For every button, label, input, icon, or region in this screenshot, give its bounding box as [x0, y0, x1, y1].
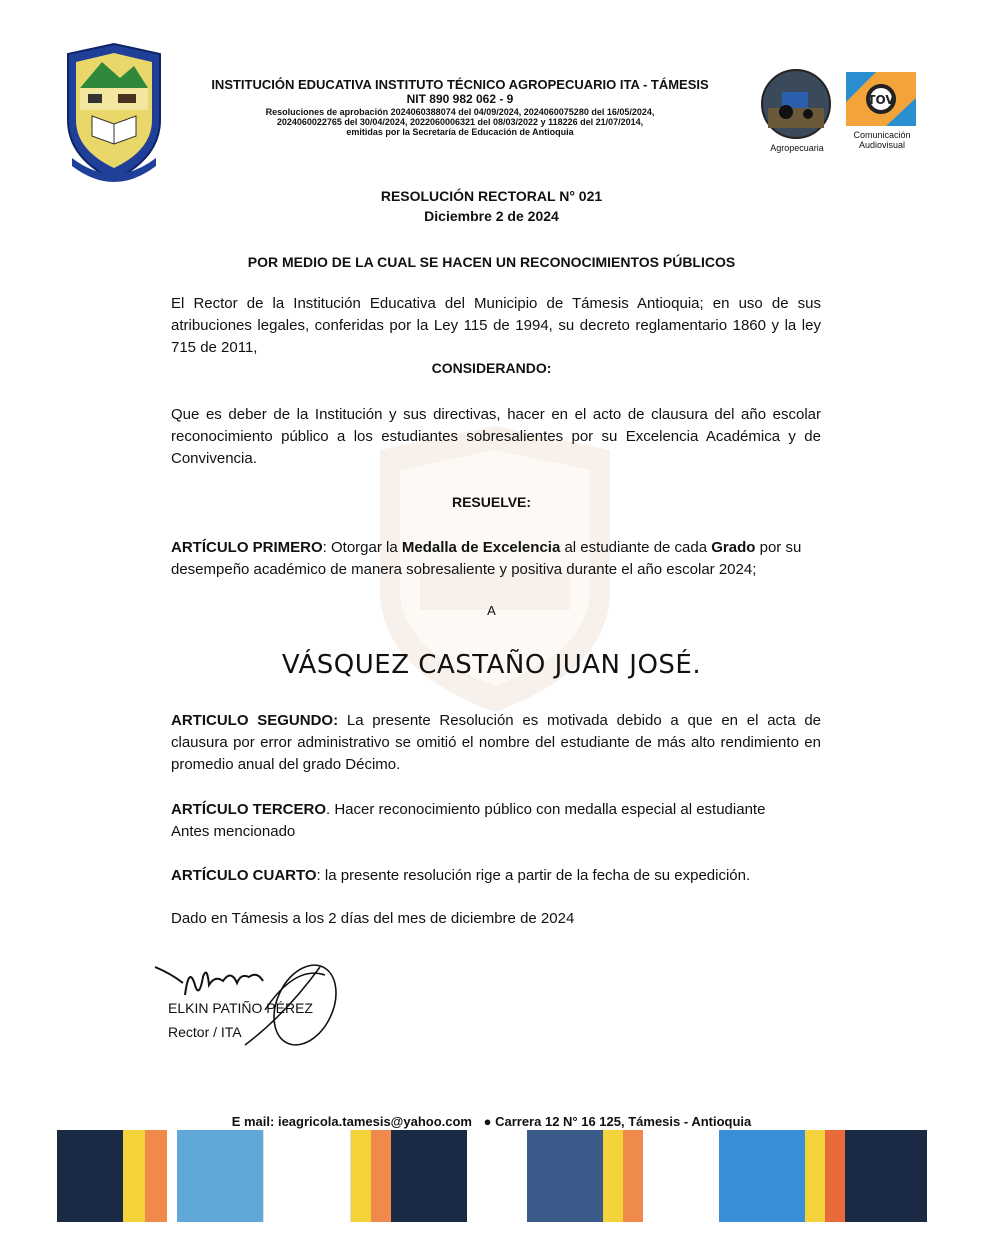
article-second: [171, 710, 821, 776]
article-fourth: [171, 865, 821, 887]
issued-date-line: Dado en Támesis a los 2 días del mes de diciembre de 2024: [171, 910, 575, 927]
swirl-pattern-tile: [263, 1130, 351, 1222]
roots-pattern-tile: [845, 1130, 927, 1222]
considerando-heading: CONSIDERANDO:: [431, 360, 552, 376]
signer-name: ELKIN PATIÑO PÉREZ: [168, 1000, 313, 1016]
student-name: VÁSQUEZ CASTAÑO JUAN JOSÉ.: [281, 650, 702, 680]
institution-nit: NIT 890 982 062 - 9: [406, 91, 514, 106]
resuelve-heading: RESUELVE:: [451, 494, 532, 510]
footer-contact: [0, 1114, 983, 1129]
article-fourth-label: ARTÍCULO CUARTO: [171, 867, 317, 884]
resolutions-line: Resoluciones de aprobación 2024060388074 del 04/09/2024, 2024060075280 del 16/05/2024,: [265, 106, 655, 117]
tractor-tile: [719, 1130, 805, 1222]
signer-role: Rector / ITA: [168, 1024, 242, 1040]
spacer: [467, 1130, 527, 1222]
article-first: [171, 537, 821, 581]
article-first-label: ARTÍCULO PRIMERO: [171, 539, 323, 556]
color-stripe: [167, 1130, 177, 1222]
color-stripe: [805, 1130, 825, 1222]
resolution-subject: POR MEDIO DE LA CUAL SE HACEN UN RECONOCIMIENTOS PÚBLICOS: [247, 254, 736, 270]
audiovisual-label-line: Comunicación: [853, 130, 911, 140]
geometric-logo-tile: [177, 1130, 263, 1222]
intro-paragraph: El Rector de la Institución Educativa del Municipio de Támesis Antioquia; en uso de sus atribuciones legales, conferidas por la Ley 115 de 1994, su decreto reglamentario 1860 y la ley 715 de 2011,: [171, 295, 821, 356]
audiovisual-label-line: Audiovisual: [858, 140, 906, 151]
article-third-text: . Hacer reconocimiento público con medalla especial al estudiante Antes mencionado: [171, 801, 766, 840]
footer-decorative-band: [57, 1130, 927, 1222]
article-second-label: ARTICULO SEGUNDO:: [171, 712, 339, 729]
audiovisual-logo: [846, 72, 916, 126]
institution-name: INSTITUCIÓN EDUCATIVA INSTITUTO TÉCNICO AGROPECUARIO ITA - TÁMESIS: [211, 77, 709, 92]
article-third-label: ARTÍCULO TERCERO: [171, 801, 326, 818]
agropecuaria-logo: [760, 68, 832, 140]
considerando-paragraph: Que es deber de la Institución y sus directivas, hacer en el acto de clausura del año escolar reconocimiento público a los estudiantes sobresalientes por su Excelencia Académica y de Convivencia.: [171, 406, 821, 467]
article-fourth-text: : la presente resolución rige a partir de la fecha de su expedición.: [316, 867, 751, 884]
resolution-title: RESOLUCIÓN RECTORAL N° 021: [380, 188, 603, 204]
globe-science-tile: [391, 1130, 467, 1222]
agropecuaria-label: Agropecuaria: [770, 143, 824, 153]
color-stripe: [123, 1130, 145, 1222]
grade-word: Grado: [711, 539, 756, 556]
color-stripe: [623, 1130, 643, 1222]
institution-crest-logo: [62, 40, 166, 186]
article-second-text: La presente Resolución es motivada debido a que en el acta de clausura por error administrativo se omitió el nombre del estudiante de más alto rendimiento en promedio anual del grado Décimo.: [171, 712, 821, 773]
resolutions-line: emitidas por la Secretaría de Educación de Antioquia: [346, 127, 574, 138]
letter-a: A: [487, 603, 496, 618]
resolutions-line: 2024060022765 del 30/04/2024, 2022060006321 del 08/03/2022 y 118226 del 21/07/2014,: [276, 117, 644, 128]
color-stripe: [351, 1130, 371, 1222]
hourglass-pattern-tile: [643, 1130, 719, 1222]
color-stripe: [603, 1130, 623, 1222]
audiovisual-label: [836, 130, 928, 151]
color-stripe: [371, 1130, 391, 1222]
maze-pattern-tile: [57, 1130, 123, 1222]
article-first-text: : Otorgar la: [322, 539, 402, 556]
footer-address: Carrera 12 N° 16 125, Támesis - Antioquia: [495, 1114, 752, 1129]
footer-email: E mail: ieagricola.tamesis@yahoo.com: [231, 1114, 472, 1129]
medal-name: Medalla de Excelencia: [401, 539, 561, 556]
article-first-text: al estudiante de cada: [560, 539, 712, 556]
institution-header: [200, 78, 720, 138]
color-stripe: [145, 1130, 167, 1222]
article-first-text: por su desempeño académico de manera sobresaliente y positiva durante el año escolar 2024;: [171, 539, 802, 578]
location-pin-icon: ●: [483, 1114, 492, 1129]
audiovisual-logo-text: TOV: [867, 93, 895, 107]
article-third: [171, 799, 801, 843]
art-tools-tile: [527, 1130, 603, 1222]
color-stripe: [825, 1130, 845, 1222]
resolution-date: Diciembre 2 de 2024: [424, 208, 559, 224]
